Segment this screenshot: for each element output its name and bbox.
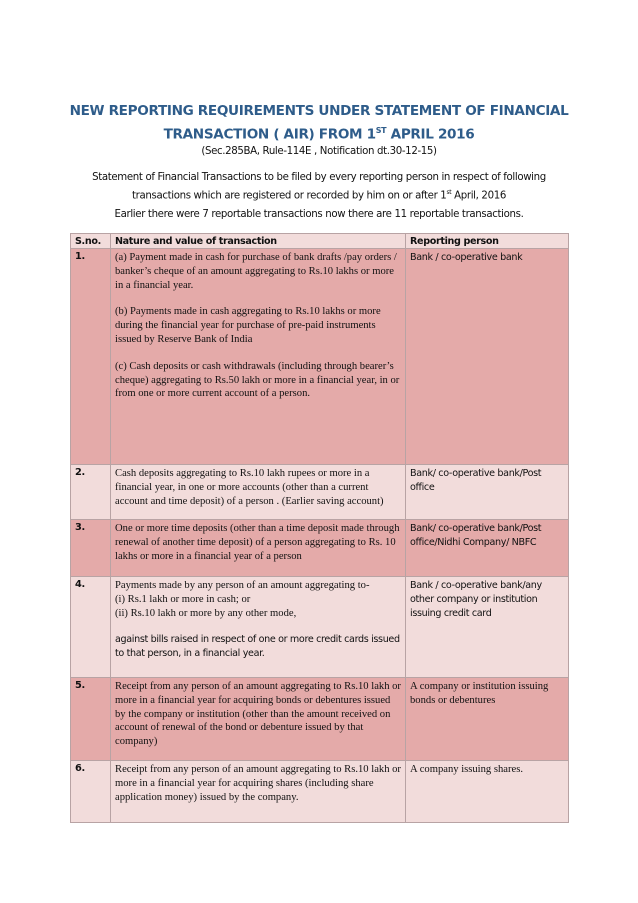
title-line-2-text: TRANSACTION ( AIR) FROM 1 <box>163 126 376 143</box>
row-nature <box>111 249 406 465</box>
nature-item-a: (a) Payment made in cash for purchase of bank drafts /pay orders / banker’s cheque of an amount aggregating to Rs.10 lakhs or more in a financial year. <box>115 252 397 291</box>
row-sno: 3. <box>71 520 111 577</box>
row-sno: 2. <box>71 465 111 520</box>
header-reporting: Reporting person <box>406 234 569 249</box>
title-line-2 <box>40 121 598 145</box>
row-reporting: Bank / co-operative bank <box>406 249 569 465</box>
row-sno: 6. <box>71 761 111 823</box>
page-title <box>40 101 598 145</box>
row-reporting: Bank/ co-operative bank/Post office <box>406 465 569 520</box>
row-reporting: A company issuing shares. <box>406 761 569 823</box>
table-row <box>71 577 569 678</box>
row-sno: 4. <box>71 577 111 678</box>
legal-reference: (Sec.285BA, Rule-114E , Notification dt.30-12-15) <box>201 146 437 157</box>
table-header-row <box>71 234 569 249</box>
row-nature: Receipt from any person of an amount aggregating to Rs.10 lakh or more in a financial year for acquiring bonds or debentures issued by the company or institution (other than the amount received on account of renewal of the bond or debenture issued by that company) <box>111 678 406 761</box>
title-line-2-end: APRIL 2016 <box>386 126 475 143</box>
nature-line-1: Payments made by any person of an amount aggregating to- <box>115 580 370 591</box>
intro-line-1: Statement of Financial Transactions to be filed by every reporting person in respect of following <box>92 172 546 183</box>
row-nature: Receipt from any person of an amount aggregating to Rs.10 lakh or more in a financial year for acquiring shares (including share application money) issued by the company. <box>111 761 406 823</box>
nature-line-2: (i) Rs.1 lakh or more in cash; or <box>115 593 251 605</box>
header-nature: Nature and value of transaction <box>111 234 406 249</box>
title-line-1: NEW REPORTING REQUIREMENTS UNDER STATEMENT OF FINANCIAL <box>69 103 569 119</box>
table-row <box>71 520 569 577</box>
table-row <box>71 249 569 465</box>
row-reporting: A company or institution issuing bonds or debentures <box>406 678 569 761</box>
row-reporting: Bank / co-operative bank/any other company or institution issuing credit card <box>406 577 569 678</box>
row-reporting: Bank/ co-operative bank/Post office/Nidhi Company/ NBFC <box>406 520 569 577</box>
nature-item-c: (c) Cash deposits or cash withdrawals (including through bearer’s cheque) aggregating to Rs.50 lakh or more in a financial year, in or from one or more current account of a person. <box>115 360 400 400</box>
intro-line-2-text: transactions which are registered or recorded by him on or after 1 <box>132 190 447 202</box>
nature-item-b: (b) Payments made in cash aggregating to Rs.10 lakhs or more during the financial year for purchase of pre-paid instruments issued by Reserve Bank of India <box>115 306 381 345</box>
table-row <box>71 465 569 520</box>
row-nature <box>111 577 406 678</box>
intro-line-2 <box>40 185 598 203</box>
table-row <box>71 678 569 761</box>
header-sno: S.no. <box>71 234 111 249</box>
row-nature: One or more time deposits (other than a time deposit made through renewal of another time deposit) of a person aggregating to Rs. 10 lakhs or more in a financial year of a person <box>111 520 406 577</box>
reportable-note: Earlier there were 7 reportable transactions now there are 11 reportable transactions. <box>114 209 524 220</box>
row-sno: 5. <box>71 678 111 761</box>
row-sno: 1. <box>71 249 111 465</box>
intro-line-2-end: April, 2016 <box>451 190 506 202</box>
nature-line-4: against bills raised in respect of one or more credit cards issued to that person, in a financial year. <box>115 634 400 660</box>
intro-superscript: st <box>446 189 452 196</box>
transactions-table <box>70 233 569 823</box>
row-nature: Cash deposits aggregating to Rs.10 lakh rupees or more in a financial year, in one or more accounts (other than a current account and time deposit) of a person . (Earlier saving account) <box>111 465 406 520</box>
title-superscript: ST <box>375 126 387 135</box>
table-row <box>71 761 569 823</box>
intro-paragraph <box>40 170 598 203</box>
nature-line-3: (ii) Rs.10 lakh or more by any other mode, <box>115 607 297 619</box>
